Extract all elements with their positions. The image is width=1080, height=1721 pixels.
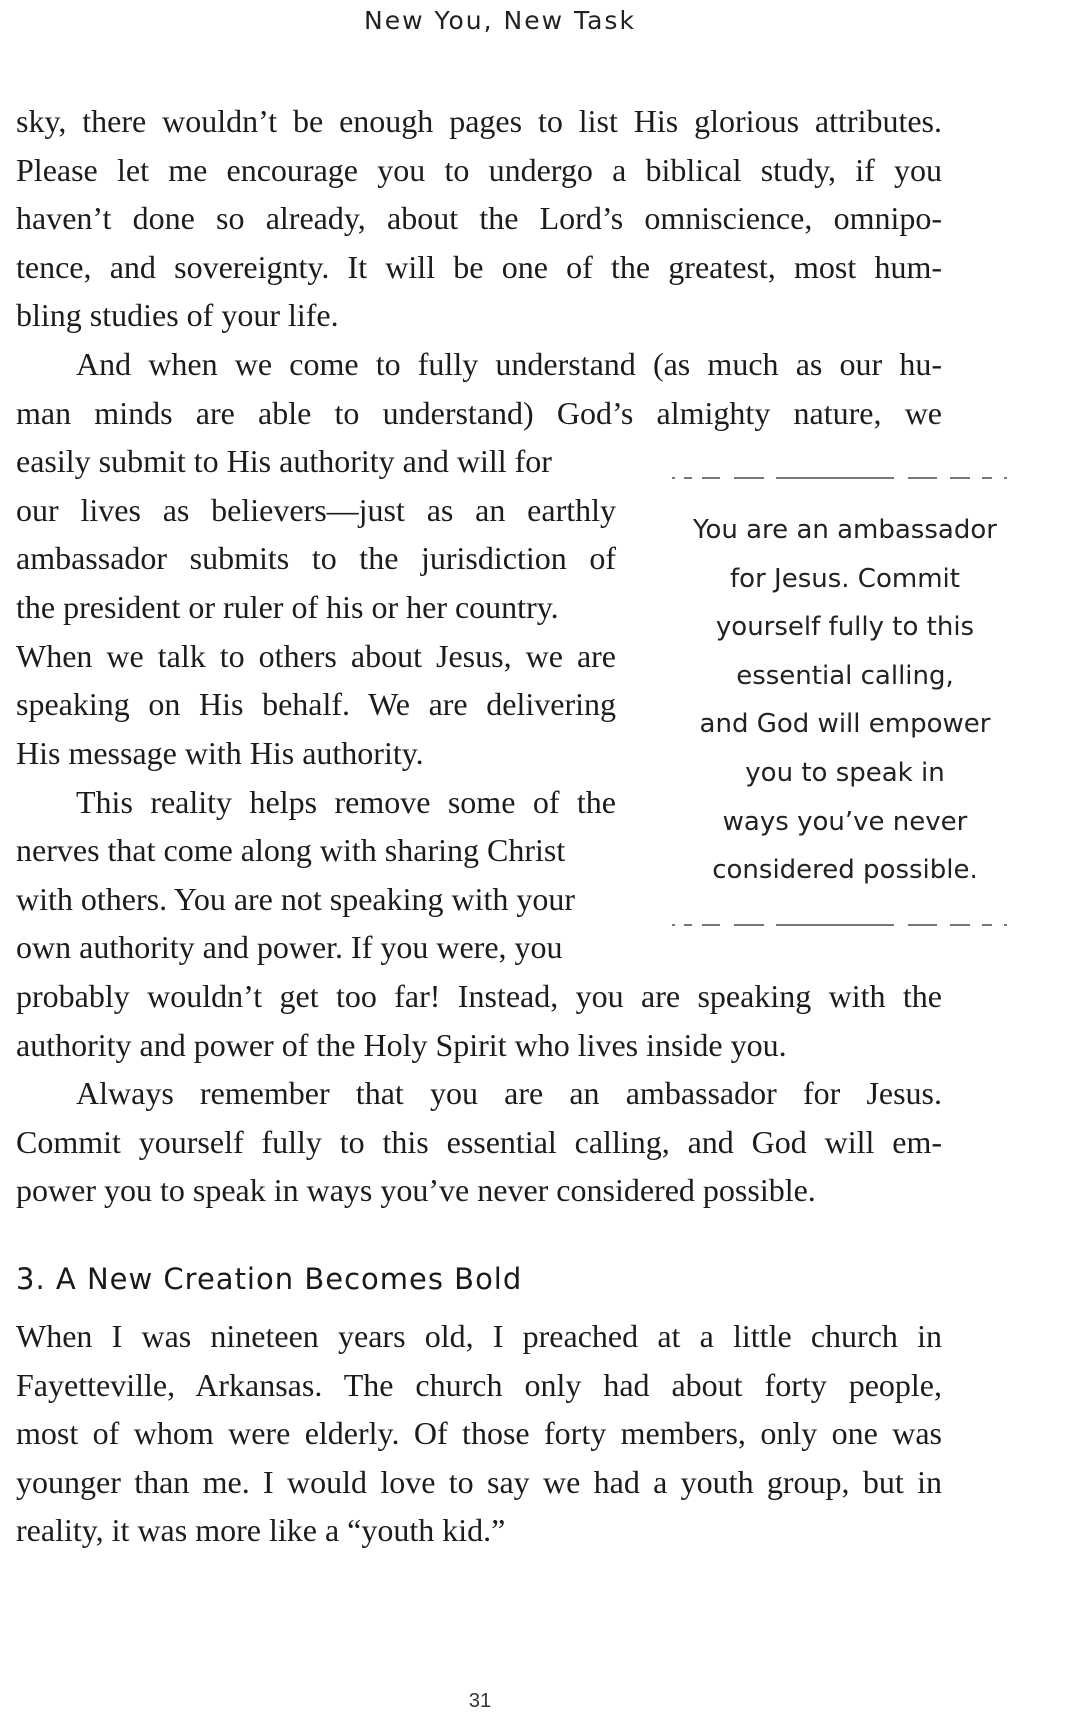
body-line: Please let me encourage you to undergo a biblical study, if you (16, 152, 942, 188)
body-line: speaking on His behalf. We are delivering (16, 686, 616, 722)
body-line: When we talk to others about Jesus, we are (16, 638, 616, 674)
pull-quote-line: for Jesus. Commit (730, 563, 960, 594)
pull-quote-line: you to speak in (745, 757, 945, 788)
body-line: reality, it was more like a “youth kid.” (16, 1512, 506, 1548)
pull-quote-top-rule (672, 476, 1022, 480)
body-line: His message with His authority. (16, 735, 424, 771)
pull-quote-line: You are an ambassador (693, 515, 997, 545)
body-line: Fayetteville, Arkansas. The church only had about forty people, (16, 1367, 942, 1403)
body-line: man minds are able to understand) God’s almighty nature, we (16, 395, 942, 431)
body-line: power you to speak in ways you’ve never considered possible. (16, 1172, 816, 1208)
body-line: nerves that come along with sharing Christ (16, 832, 566, 868)
page-number: 31 (468, 1690, 492, 1712)
body-line: Commit yourself fully to this essential calling, and God will em- (16, 1124, 942, 1160)
body-line: the president or ruler of his or her country. (16, 589, 559, 625)
pull-quote-line: and God will empower (699, 709, 991, 740)
body-line: Always remember that you are an ambassador for Jesus. (76, 1075, 942, 1111)
pull-quote-line: yourself fully to this (715, 612, 975, 643)
body-line: tence, and sovereignty. It will be one of the greatest, most hum- (16, 249, 942, 285)
body-line: own authority and power. If you were, you (16, 929, 563, 965)
body-line: probably wouldn’t get too far! Instead, you are speaking with the (16, 978, 942, 1014)
body-line: This reality helps remove some of the (76, 784, 616, 820)
body-line: bling studies of your life. (16, 297, 339, 333)
pull-quote (665, 506, 1025, 895)
running-header: New You, New Task (364, 6, 636, 35)
body-line: And when we come to fully understand (as much as our hu- (76, 346, 942, 382)
body-line: our lives as believers—just as an earthly (16, 492, 616, 528)
body-line: ambassador submits to the jurisdiction of (16, 540, 616, 576)
pull-quote-line: essential calling, (736, 660, 954, 691)
body-line: sky, there wouldn’t be enough pages to list His glorious attributes. (16, 103, 942, 139)
section-heading: 3. A New Creation Becomes Bold (16, 1262, 523, 1296)
body-line: easily submit to His authority and will for (16, 443, 552, 479)
pull-quote-bottom-rule (672, 923, 1022, 927)
body-line: authority and power of the Holy Spirit who lives inside you. (16, 1027, 787, 1063)
pull-quote-line: considered possible. (712, 855, 978, 886)
body-line: most of whom were elderly. Of those forty members, only one was (16, 1415, 942, 1451)
body-line: When I was nineteen years old, I preached at a little church in (16, 1318, 942, 1354)
pull-quote-line: ways you’ve never (722, 806, 968, 837)
body-line: younger than me. I would love to say we had a youth group, but in (16, 1464, 942, 1500)
body-line: with others. You are not speaking with your (16, 881, 576, 917)
body-line: haven’t done so already, about the Lord’s omniscience, omnipo- (16, 200, 942, 236)
